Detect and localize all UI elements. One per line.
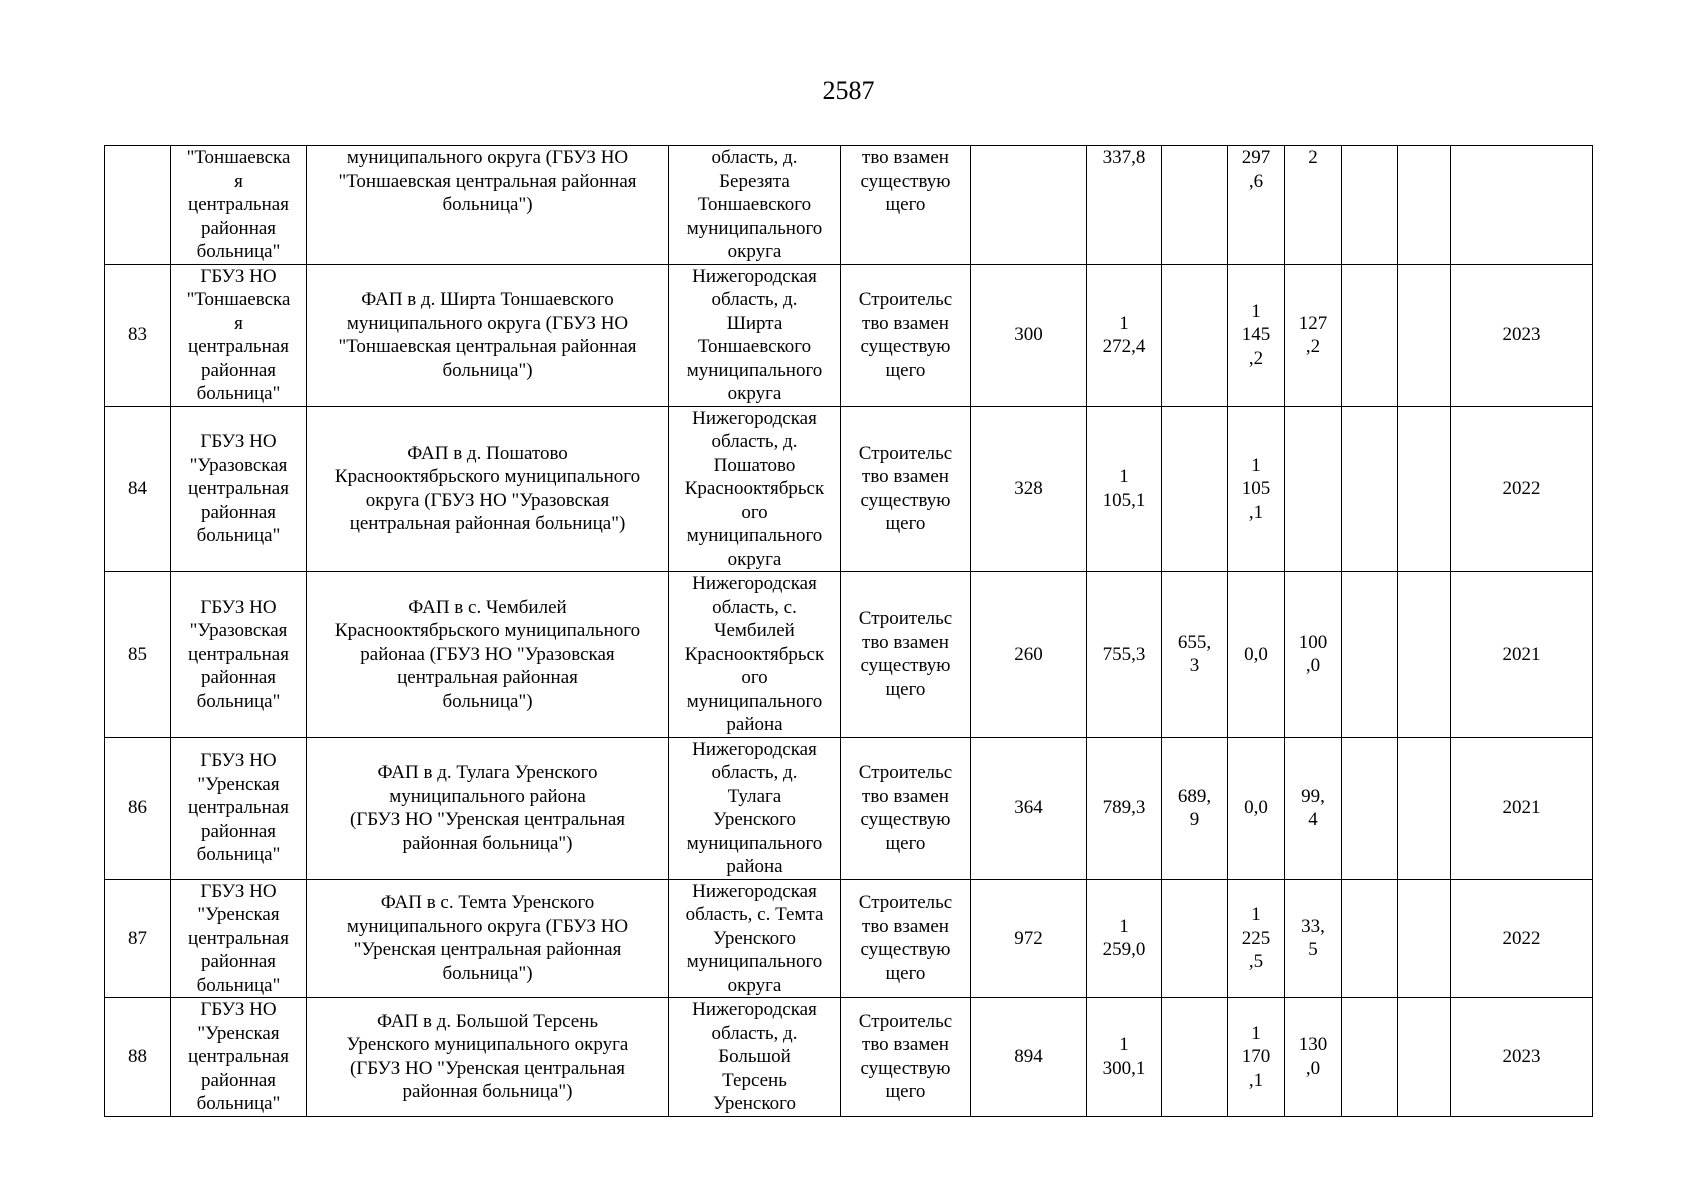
value-5: [1398, 406, 1451, 572]
facility-name: ФАП в д. Пошатово Краснооктябрьского муниципального округа (ГБУЗ НО "Уразовская центральная районная больница"): [307, 406, 669, 572]
row-number: 84: [105, 406, 171, 572]
table-row: [105, 406, 1593, 572]
value-2: 0,0: [1228, 737, 1285, 879]
area: 364: [971, 737, 1087, 879]
location: Нижегородская область, с. Темта Уренского муниципального округа: [669, 879, 841, 998]
work-type: Строительс тво взамен существую щего: [841, 572, 971, 738]
total-cost: 1 272,4: [1087, 264, 1162, 406]
facility-name: ФАП в с. Темта Уренского муниципального округа (ГБУЗ НО "Уренская центральная районная больница"): [307, 879, 669, 998]
value-2: 297 ,6: [1228, 146, 1285, 265]
value-5: [1398, 572, 1451, 738]
value-4: [1342, 264, 1398, 406]
year: 2021: [1451, 572, 1593, 738]
value-1: [1162, 146, 1228, 265]
facility-name: муниципального округа (ГБУЗ НО "Тоншаевская центральная районная больница"): [307, 146, 669, 265]
location: Нижегородская область, д. Пошатово Краснооктябрьск ого муниципального округа: [669, 406, 841, 572]
organization: ГБУЗ НО "Уренская центральная районная больница": [171, 879, 307, 998]
area: 972: [971, 879, 1087, 998]
value-1: [1162, 998, 1228, 1117]
year: 2021: [1451, 737, 1593, 879]
total-cost: 337,8: [1087, 146, 1162, 265]
total-cost: 789,3: [1087, 737, 1162, 879]
location: Нижегородская область, д. Ширта Тоншаевского муниципального округа: [669, 264, 841, 406]
value-1: 655, 3: [1162, 572, 1228, 738]
area: 328: [971, 406, 1087, 572]
work-type: Строительс тво взамен существую щего: [841, 737, 971, 879]
location: область, д. Березята Тоншаевского муниципального округа: [669, 146, 841, 265]
organization: ГБУЗ НО "Уренская центральная районная больница": [171, 998, 307, 1117]
work-type: тво взамен существую щего: [841, 146, 971, 265]
table-row: [105, 264, 1593, 406]
facilities-table: [104, 145, 1593, 1117]
row-number: 83: [105, 264, 171, 406]
year: 2022: [1451, 406, 1593, 572]
organization: ГБУЗ НО "Тоншаевска я центральная районная больница": [171, 264, 307, 406]
row-number: 85: [105, 572, 171, 738]
year: [1451, 146, 1593, 265]
value-1: 689, 9: [1162, 737, 1228, 879]
year: 2023: [1451, 998, 1593, 1117]
location: Нижегородская область, д. Тулага Уренского муниципального района: [669, 737, 841, 879]
facility-name: ФАП в с. Чембилей Краснооктябрьского муниципального районаа (ГБУЗ НО "Уразовская центральная районная больница"): [307, 572, 669, 738]
total-cost: 1 300,1: [1087, 998, 1162, 1117]
value-2: 1 225 ,5: [1228, 879, 1285, 998]
table-row: [105, 146, 1593, 265]
area: 300: [971, 264, 1087, 406]
value-5: [1398, 146, 1451, 265]
facility-name: ФАП в д. Тулага Уренского муниципального района (ГБУЗ НО "Уренская центральная районная больница"): [307, 737, 669, 879]
work-type: Строительс тво взамен существую щего: [841, 264, 971, 406]
area: [971, 146, 1087, 265]
value-4: [1342, 406, 1398, 572]
facility-name: ФАП в д. Ширта Тоншаевского муниципального округа (ГБУЗ НО "Тоншаевская центральная районная больница"): [307, 264, 669, 406]
value-2: 1 105 ,1: [1228, 406, 1285, 572]
organization: ГБУЗ НО "Уренская центральная районная больница": [171, 737, 307, 879]
value-4: [1342, 737, 1398, 879]
area: 894: [971, 998, 1087, 1117]
location: Нижегородская область, с. Чембилей Краснооктябрьск ого муниципального района: [669, 572, 841, 738]
value-3: 127 ,2: [1285, 264, 1342, 406]
year: 2023: [1451, 264, 1593, 406]
location: Нижегородская область, д. Большой Терсень Уренского: [669, 998, 841, 1117]
value-5: [1398, 737, 1451, 879]
work-type: Строительс тво взамен существую щего: [841, 879, 971, 998]
value-2: 0,0: [1228, 572, 1285, 738]
value-5: [1398, 264, 1451, 406]
table-row: [105, 737, 1593, 879]
value-1: [1162, 264, 1228, 406]
table-row: [105, 998, 1593, 1117]
value-4: [1342, 572, 1398, 738]
year: 2022: [1451, 879, 1593, 998]
value-4: [1342, 146, 1398, 265]
value-2: 1 170 ,1: [1228, 998, 1285, 1117]
total-cost: 1 259,0: [1087, 879, 1162, 998]
value-4: [1342, 998, 1398, 1117]
value-1: [1162, 879, 1228, 998]
page-number: 2587: [822, 76, 875, 105]
area: 260: [971, 572, 1087, 738]
value-5: [1398, 879, 1451, 998]
total-cost: 1 105,1: [1087, 406, 1162, 572]
value-1: [1162, 406, 1228, 572]
value-2: 1 145 ,2: [1228, 264, 1285, 406]
row-number: 87: [105, 879, 171, 998]
value-5: [1398, 998, 1451, 1117]
organization: ГБУЗ НО "Уразовская центральная районная больница": [171, 406, 307, 572]
organization: "Тоншаевска я центральная районная больница": [171, 146, 307, 265]
value-3: 100 ,0: [1285, 572, 1342, 738]
work-type: Строительс тво взамен существую щего: [841, 998, 971, 1117]
organization: ГБУЗ НО "Уразовская центральная районная больница": [171, 572, 307, 738]
facility-name: ФАП в д. Большой Терсень Уренского муниципального округа (ГБУЗ НО "Уренская центральная районная больница"): [307, 998, 669, 1117]
value-3: 2: [1285, 146, 1342, 265]
value-3: 99, 4: [1285, 737, 1342, 879]
row-number: 86: [105, 737, 171, 879]
row-number: [105, 146, 171, 265]
work-type: Строительс тво взамен существую щего: [841, 406, 971, 572]
table-row: [105, 879, 1593, 998]
value-3: [1285, 406, 1342, 572]
value-3: 130 ,0: [1285, 998, 1342, 1117]
table-row: [105, 572, 1593, 738]
total-cost: 755,3: [1087, 572, 1162, 738]
value-4: [1342, 879, 1398, 998]
row-number: 88: [105, 998, 171, 1117]
value-3: 33, 5: [1285, 879, 1342, 998]
